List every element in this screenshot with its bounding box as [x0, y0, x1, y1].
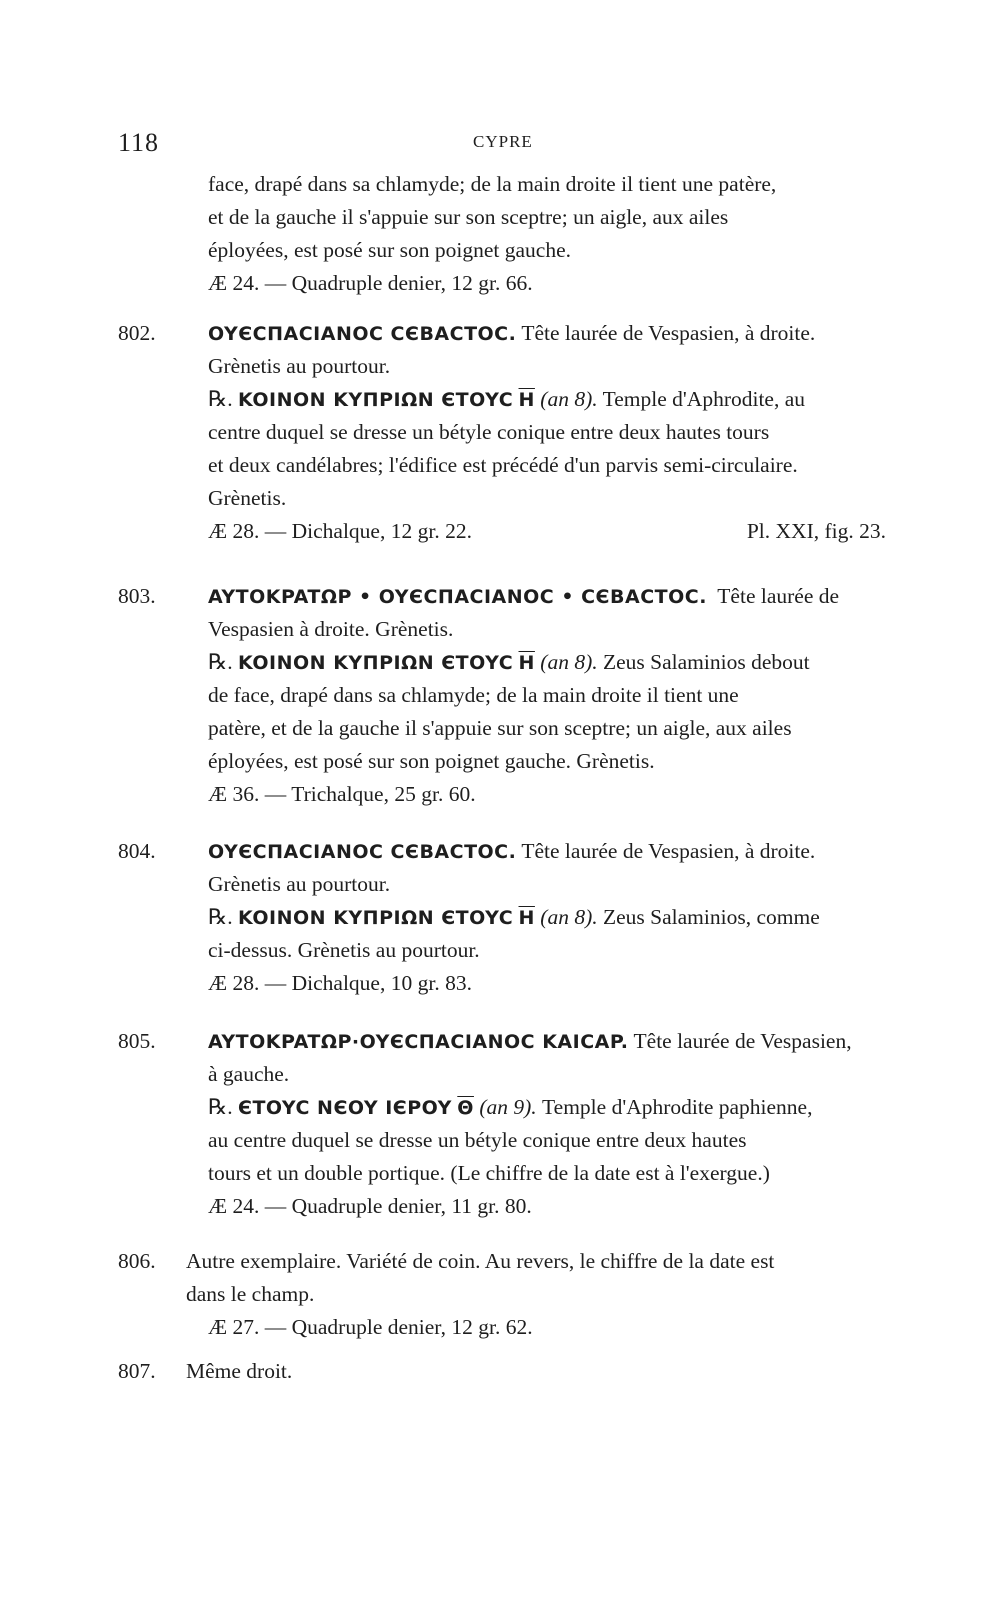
catalog-entry — [118, 317, 908, 548]
reverse-legend: KOINON KYΠPIΩN ЄTOYC — [238, 907, 514, 929]
reverse-legend: KOINON KYΠPIΩN ЄTOYC — [238, 652, 514, 674]
reverse-description: Temple d'Aphrodite paphienne, — [542, 1095, 813, 1119]
obverse-legend: OYЄCΠACIANOC CЄBACTOC. — [208, 323, 517, 345]
entry-number: 806. — [118, 1249, 156, 1273]
intro-continuation — [118, 168, 908, 300]
obverse-continuation: Vespasien à droite. Grènetis. — [208, 617, 454, 641]
metal-line: Æ 24. — Quadruple denier, 12 gr. 66. — [208, 271, 533, 295]
catalog-entry — [118, 1245, 908, 1344]
catalog-entry — [118, 835, 908, 1000]
reverse-symbol: ℞. — [208, 1095, 233, 1119]
reverse-year: (an 9). — [479, 1095, 537, 1119]
metal-line: Æ 36. — Trichalque, 25 gr. 60. — [208, 782, 476, 806]
reverse-legend: ЄTOYC NЄOY IЄPOY — [238, 1097, 452, 1119]
text-line: tours et un double portique. (Le chiffre de la date est à l'exergue.) — [208, 1161, 770, 1185]
metal-line: Æ 28. — Dichalque, 10 gr. 83. — [208, 971, 472, 995]
obverse-continuation: Grènetis au pourtour. — [208, 354, 391, 378]
entry-text: Autre exemplaire. Variété de coin. Au revers, le chiffre de la date est — [186, 1249, 775, 1273]
obverse-description: Tête laurée de Vespasien, — [633, 1029, 852, 1053]
running-title: CYPRE — [473, 132, 533, 151]
reverse-description: Zeus Salaminios debout — [603, 650, 810, 674]
text-line: face, drapé dans sa chlamyde; de la main droite il tient une patère, — [208, 172, 777, 196]
metal-line: Æ 27. — Quadruple denier, 12 gr. 62. — [208, 1315, 533, 1339]
entry-number: 802. — [118, 321, 156, 345]
text-line: au centre duquel se dresse un bétyle conique entre deux hautes — [208, 1128, 747, 1152]
metal-line: Æ 24. — Quadruple denier, 11 gr. 80. — [208, 1194, 532, 1218]
reverse-year-letter: $\overline{H}$ — [518, 389, 535, 411]
reverse-symbol: ℞. — [208, 387, 233, 411]
text-line: éployées, est posé sur son poignet gauche. — [208, 238, 572, 262]
obverse-legend: OYЄCΠACIANOC CЄBACTOC. — [208, 841, 517, 863]
catalog-entry — [118, 1025, 908, 1223]
reverse-description: Zeus Salaminios, comme — [603, 905, 820, 929]
entry-number: 804. — [118, 839, 156, 863]
entry-continuation: dans le champ. — [186, 1282, 315, 1306]
text-line: et deux candélabres; l'édifice est précédé d'un parvis semi-circulaire. — [208, 453, 798, 477]
text-line: ci-dessus. Grènetis au pourtour. — [208, 938, 480, 962]
obverse-continuation: Grènetis au pourtour. — [208, 872, 391, 896]
text-line: et de la gauche il s'appuie sur son sceptre; un aigle, aux ailes — [208, 205, 729, 229]
reverse-year: (an 8). — [540, 650, 598, 674]
plate-reference: Pl. XXI, fig. 23. — [746, 519, 886, 543]
reverse-legend: KOINON KYΠPIΩN ЄTOYC — [238, 389, 514, 411]
page-number: 118 — [118, 128, 160, 157]
reverse-year: (an 8). — [540, 387, 598, 411]
entry-number: 803. — [118, 584, 156, 608]
entry-number: 807. — [118, 1359, 156, 1383]
obverse-legend: AYTOKPATΩP • OYЄCΠACIANOC • CЄBACTOC. — [208, 586, 707, 608]
reverse-year-letter: $\overline{\Theta}$ — [457, 1097, 474, 1119]
metal-line: Æ 28. — Dichalque, 12 gr. 22. — [208, 519, 472, 543]
text-line: patère, et de la gauche il s'appuie sur son sceptre; un aigle, aux ailes — [208, 716, 792, 740]
entry-number: 805. — [118, 1029, 156, 1053]
obverse-continuation: à gauche. — [208, 1062, 290, 1086]
obverse-description: Tête laurée de — [717, 584, 840, 608]
text-line: de face, drapé dans sa chlamyde; de la main droite il tient une — [208, 683, 739, 707]
reverse-year-letter: $\overline{H}$ — [518, 652, 535, 674]
text-line: éployées, est posé sur son poignet gauche. Grènetis. — [208, 749, 655, 773]
entry-text: Même droit. — [186, 1359, 293, 1383]
catalog-entry — [118, 1355, 908, 1388]
obverse-legend: AYTOKPATΩP·OYЄCΠACIANOC KAICAP. — [208, 1031, 629, 1053]
obverse-description: Tête laurée de Vespasien, à droite. — [521, 321, 816, 345]
reverse-year: (an 8). — [540, 905, 598, 929]
catalog-entry — [118, 580, 908, 811]
reverse-year-letter: $\overline{H}$ — [518, 907, 535, 929]
reverse-symbol: ℞. — [208, 905, 233, 929]
reverse-description: Temple d'Aphrodite, au — [602, 387, 806, 411]
text-line: Grènetis. — [208, 486, 287, 510]
text-line: centre duquel se dresse un bétyle conique entre deux hautes tours — [208, 420, 770, 444]
obverse-description: Tête laurée de Vespasien, à droite. — [521, 839, 816, 863]
reverse-symbol: ℞. — [208, 650, 233, 674]
